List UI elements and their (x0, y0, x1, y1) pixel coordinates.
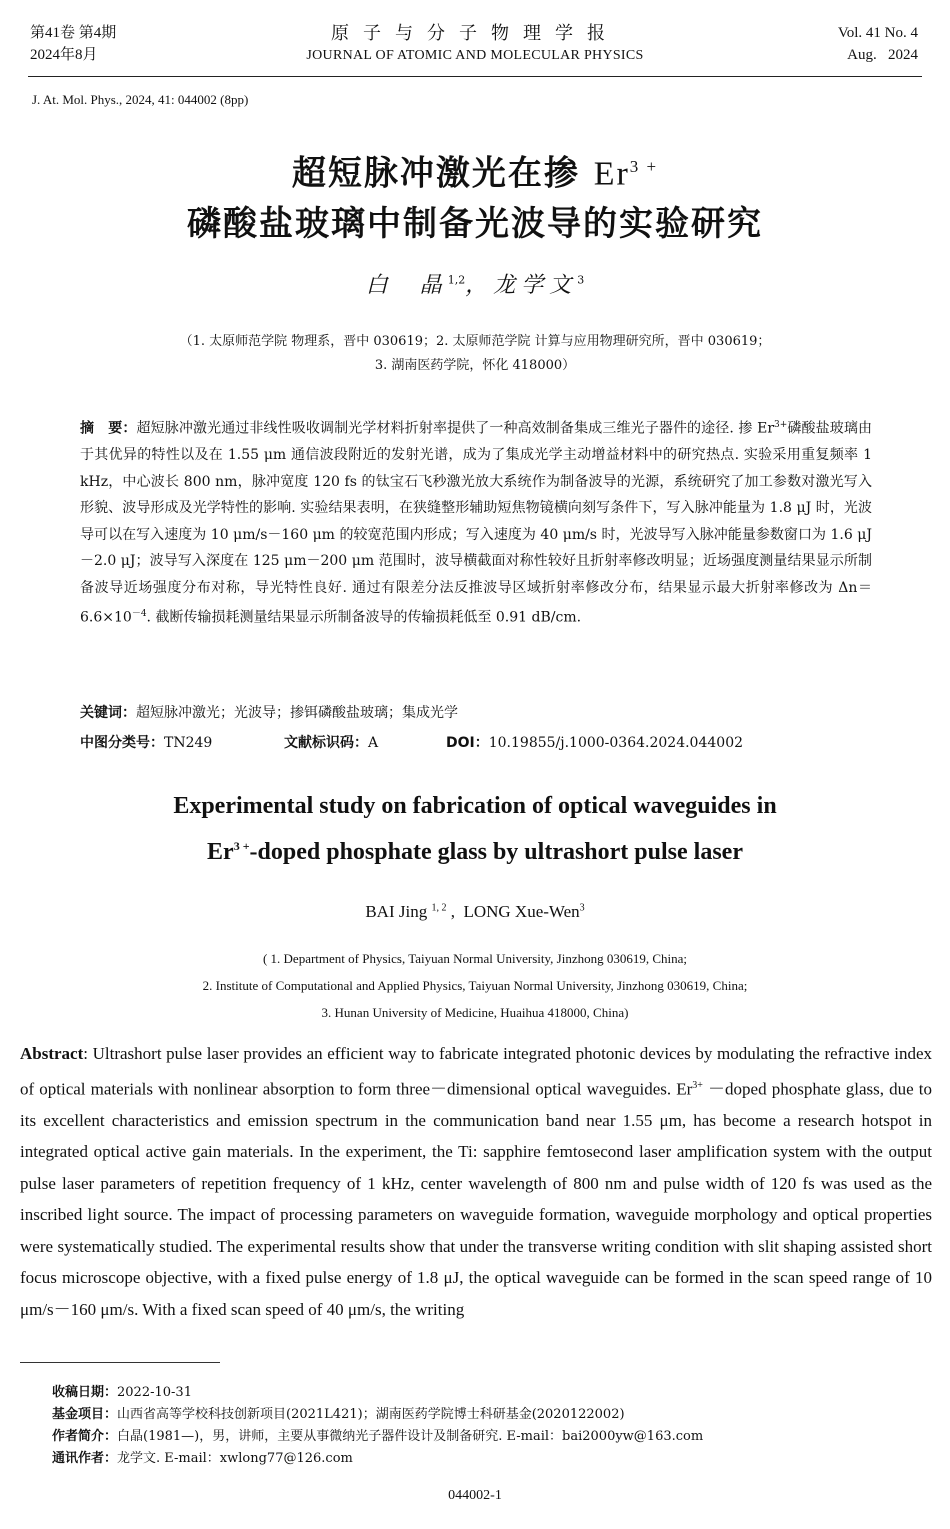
doi: DOI：10.19855/j.1000-0364.2024.044002 (446, 735, 744, 751)
author-bio: 作者简介：白晶(1981—)，男，讲师，主要从事微纳光子器件设计及制备研究. E-mail：bai2000yw@163.com (52, 1429, 704, 1444)
header-rule (28, 76, 922, 77)
date-cn: 2024年8月 (30, 47, 98, 63)
clc-number: 中图分类号：TN249 (80, 735, 213, 751)
affiliations-cn: （1. 太原师范学院 物理系，晋中 030619；2. 太原师范学院 计算与应用物理研究所，晋中 030619； 3. 湖南医药学院，怀化 418000） (179, 334, 771, 373)
document-code: 文献标识码：A (284, 735, 379, 751)
authors-cn: 白 晶$^{1,2}$，龙学文$^3$ (365, 273, 585, 298)
corresponding-author: 通讯作者：龙学文. E-mail：xwlong77@126.com (52, 1451, 353, 1466)
affiliations-en: ( 1. Department of Physics, Taiyuan Normal University, Jinzhong 030619, China; 2. Institute of Computational and Applied Physics, Taiyuan Normal University, Jinzhong 030619, China; 3. Hunan University of Medicine, Huaihua 418000, China) (202, 951, 748, 1020)
keywords-cn: 关键词：超短脉冲激光；光波导；掺铒磷酸盐玻璃；集成光学 (80, 705, 458, 721)
abstract-en-label: Abstract (20, 1044, 84, 1063)
authors-en: BAI Jing $^{1, 2}$ , LONG Xue-Wen$^3$ (365, 902, 585, 921)
author-1-en: BAI Jing (365, 902, 432, 921)
volume-issue-en: Vol. 41 No. 4 (837, 25, 918, 41)
fund-project: 基金项目：山西省高等学校科技创新项目(2021L421)；湖南医药学院博士科研基金(2020122002) (52, 1407, 625, 1422)
page-number: 044002-1 (448, 1488, 502, 1503)
title-en: Experimental study on fabrication of optical waveguides in $Er^{3 +}$-doped phosphate glass by ultrashort pulse laser (173, 793, 777, 865)
author-2-cn: 龙学文 (493, 273, 578, 298)
journal-name-en: JOURNAL OF ATOMIC AND MOLECULAR PHYSICS (306, 48, 644, 63)
title-cn-line1: 超短脉冲激光在掺 $Er^{3 +}$ (291, 153, 659, 194)
volume-issue-cn: 第41卷 第4期 (30, 25, 117, 41)
abstract-en: Abstract: Ultrashort pulse laser provides an efficient way to fabricate integrated photonic devices by modulating the refractive index of optical materials with nonlinear absorption to form three－dimensional optical waveguides. $Er^{3+}$ －doped phosphate glass, due to its excellent characteristics and emission spectrum in the communication band near 1.55 μm, has become a research hotspot in integrated optical active gain materials. In the experiment, the Ti: sapphire femtosecond laser amplification system with the output pulse laser parameters of repetition frequency of 1 kHz, center wavelength of 800 nm and pulse width of 120 fs was used as the inscribed light source. The impact of processing parameters on waveguide formation, waveguide morphology and optical properties were systematically studied. The experimental results show that under the transverse writing condition with slit shaping assisted short focus microscope objective, with a fixed pulse energy of 1.8 μJ, the optical waveguide can be formed in the scan speed range of 10 μm/s－160 μm/s. With a fixed scan speed of 40 μm/s, the writing (20, 1044, 932, 1319)
title-cn-line2: 磷酸盐玻璃中制备光波导的实验研究 (187, 204, 763, 245)
abstract-cn: 摘 要：超短脉冲激光通过非线性吸收调制光学材料折射率提供了一种高效制备集成三维光子器件的途径. 掺 $Er^{3+}$磷酸盐玻璃由于其优异的特性以及在 1.55 μm 通信波段附近的发射光谱，成为了集成光学主动增益材料中的研究热点. 实验采用重复频率 1 kHz，中心波长 800 nm，脉冲宽度 120 fs 的钛宝石飞秒激光放大系统作为制备波导的光源，系统研究了加工参数对激光写入形貌、波导形成及光学特性的影响. 实验结果表明，在狭缝整形辅助短焦物镜横向刻写条件下，写入脉冲能量为 1.8 μJ 时，光波导可以在写入速度为 10 μm/s－160 μm 的较宽范围内形成；写入速度为 40 μm/s 时，光波导写入脉冲能量参数窗口为 1.6 μJ－2.0 μJ；波导写入深度在 125 μm－200 μm 范围时，波导横截面对称性较好且折射率修改明显；近场强度测量结果显示所制备波导近场强度分布对称，导光特性良好. 通过有限差分法反推波导区域折射率修改分布，结果显示最大折射率修改为 $\Delta n=6.6\times 10^{-4}$. 截断传输损耗测量结果显示所制备波导的传输损耗低至 0.91 dB/cm. (80, 420, 873, 626)
author-2-en: LONG Xue-Wen (463, 902, 580, 921)
journal-name-cn: 原子与分子物理学报 (331, 23, 619, 43)
citation: J. At. Mol. Phys., 2024, 41: 044002 (8pp) (32, 92, 249, 107)
header-center (0, 20, 950, 66)
header-right (838, 22, 918, 66)
footnotes (52, 1382, 912, 1470)
abstract-cn-label: 摘 要： (80, 420, 137, 437)
date-en: Aug. 2024 (847, 47, 918, 63)
title-cn (0, 142, 950, 249)
received-date: 收稿日期：2022-10-31 (52, 1385, 192, 1400)
footnote-rule (20, 1362, 220, 1363)
author-1-cn: 白 晶 (365, 273, 448, 298)
